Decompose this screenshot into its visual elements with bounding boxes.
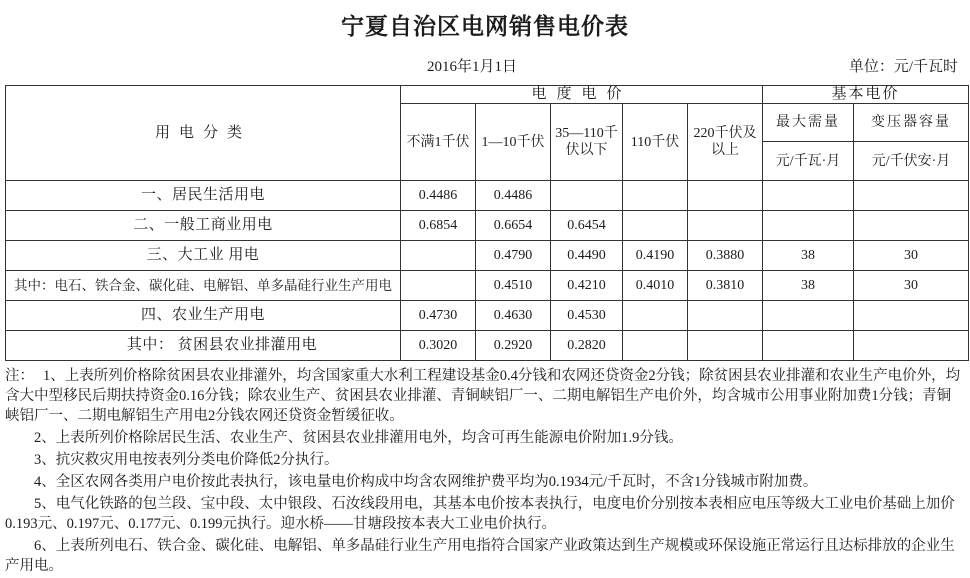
effective-date: 2016年1月1日: [427, 59, 518, 75]
table-row: [6, 301, 969, 331]
row-label: 一、居民生活用电: [6, 181, 401, 211]
price-cell: [401, 271, 476, 301]
price-cell: [763, 331, 854, 361]
price-cell: 0.6854: [401, 211, 476, 241]
row-label: 其中：电石、铁合金、碳化硅、电解铝、单多晶硅行业生产用电: [6, 271, 401, 301]
note-item: 4、全区农网各类用户电价按此表执行，该电量电价构成中均含农网维护费平均为0.1934元/千瓦时，不含1分钱城市附加费。: [34, 474, 818, 490]
price-cell: 0.4530: [551, 301, 623, 331]
col-header-35-110kv: 35—110千伏以下: [551, 104, 623, 181]
col-header-max-demand: 最大需量: [763, 104, 854, 142]
row-label: 其中： 贫困县农业排灌用电: [6, 331, 401, 361]
notes: [5, 366, 963, 578]
price-cell: [688, 181, 763, 211]
price-cell: [688, 301, 763, 331]
col-header-220kv-up: 220千伏及以上: [688, 104, 763, 181]
note-item: [5, 366, 963, 426]
price-cell: [623, 181, 688, 211]
col-header-energy-price: 电度电价: [401, 86, 763, 104]
price-cell: 0.4190: [623, 241, 688, 271]
price-cell: 0.4730: [401, 301, 476, 331]
price-cell: [854, 301, 969, 331]
row-label: 二、一般工商业用电: [6, 211, 401, 241]
unit-label: 单位：元/千瓦时: [848, 59, 958, 75]
col-header-1-10kv: 1—10千伏: [476, 104, 551, 181]
price-cell: [401, 241, 476, 271]
price-cell: [623, 331, 688, 361]
price-cell: 0.6454: [551, 211, 623, 241]
page-title: 宁夏自治区电网销售电价表: [341, 13, 629, 39]
row-label: 三、大工业 用电: [6, 241, 401, 271]
table-row: [6, 181, 969, 211]
notes-prefix: 注：: [5, 368, 34, 384]
price-cell: 0.3810: [688, 271, 763, 301]
price-cell: [623, 211, 688, 241]
price-cell: 0.4630: [476, 301, 551, 331]
price-cell: 0.4486: [476, 181, 551, 211]
price-cell: 38: [763, 271, 854, 301]
row-label: 四、农业生产用电: [6, 301, 401, 331]
table-row: [6, 241, 969, 271]
price-cell: [763, 211, 854, 241]
price-cell: [688, 331, 763, 361]
price-cell: [551, 181, 623, 211]
meta-row: [0, 55, 970, 77]
price-cell: 0.4210: [551, 271, 623, 301]
price-cell: [854, 181, 969, 211]
note-item: 5、电气化铁路的包兰段、宝中段、太中银段、石汝线段用电，其基本电价按本表执行，电度电价分别按本表相应电压等级大工业电价基础上加价0.193元、0.197元、0.177元、0.199元执行。迎水桥——甘塘段按本表大工业电价执行。: [5, 496, 955, 532]
note-text: 1、上表所列价格除贫困县农业排灌外，均含国家重大水利工程建设基金0.4分钱和农网还贷资金2分钱；除贫困县农业排灌和农业生产电价外，均含大中型移民后期扶持资金0.16分钱；除农业生产、贫困县农业排灌、青铜峡铝厂一、二期电解铝生产电价外，均含城市公用事业附加费1分钱；青铜峡铝厂一、二期电解铝生产用电2分钱农网还贷资金暂缓征收。: [5, 368, 961, 424]
table-row: [6, 331, 969, 361]
price-cell: 38: [763, 241, 854, 271]
price-cell: 0.4510: [476, 271, 551, 301]
unit-transformer-capacity: 元/千伏安·月: [854, 142, 969, 181]
price-cell: [763, 301, 854, 331]
note-item: 3、抗灾救灾用电按表列分类电价降低2分执行。: [34, 452, 339, 468]
col-header-transformer-capacity: 变压器容量: [854, 104, 969, 142]
price-cell: 0.3880: [688, 241, 763, 271]
price-cell: [688, 211, 763, 241]
table-row: [6, 211, 969, 241]
unit-max-demand: 元/千瓦·月: [763, 142, 854, 181]
price-cell: 0.2820: [551, 331, 623, 361]
table-row: [6, 271, 969, 301]
price-cell: 30: [854, 241, 969, 271]
col-header-under-1kv: 不满1千伏: [401, 104, 476, 181]
price-cell: [854, 331, 969, 361]
price-cell: 0.2920: [476, 331, 551, 361]
col-header-category: 用电分类: [6, 86, 401, 181]
price-cell: 0.3020: [401, 331, 476, 361]
price-table: [5, 85, 969, 361]
col-header-basic-price: 基本电价: [763, 86, 969, 104]
price-cell: [763, 181, 854, 211]
price-cell: [854, 211, 969, 241]
price-cell: 0.4490: [551, 241, 623, 271]
price-cell: 0.6654: [476, 211, 551, 241]
price-cell: 0.4790: [476, 241, 551, 271]
col-header-110kv: 110千伏: [623, 104, 688, 181]
price-cell: 0.4010: [623, 271, 688, 301]
note-item: 6、上表所列电石、铁合金、碳化硅、电解铝、单多晶硅行业生产用电指符合国家产业政策达到生产规模或环保设施正常运行且达标排放的企业生产用电。: [5, 538, 955, 574]
price-cell: 30: [854, 271, 969, 301]
price-cell: [623, 301, 688, 331]
price-cell: 0.4486: [401, 181, 476, 211]
note-item: 2、上表所列价格除居民生活、农业生产、贫困县农业排灌用电外，均含可再生能源电价附加1.9分钱。: [34, 430, 683, 446]
